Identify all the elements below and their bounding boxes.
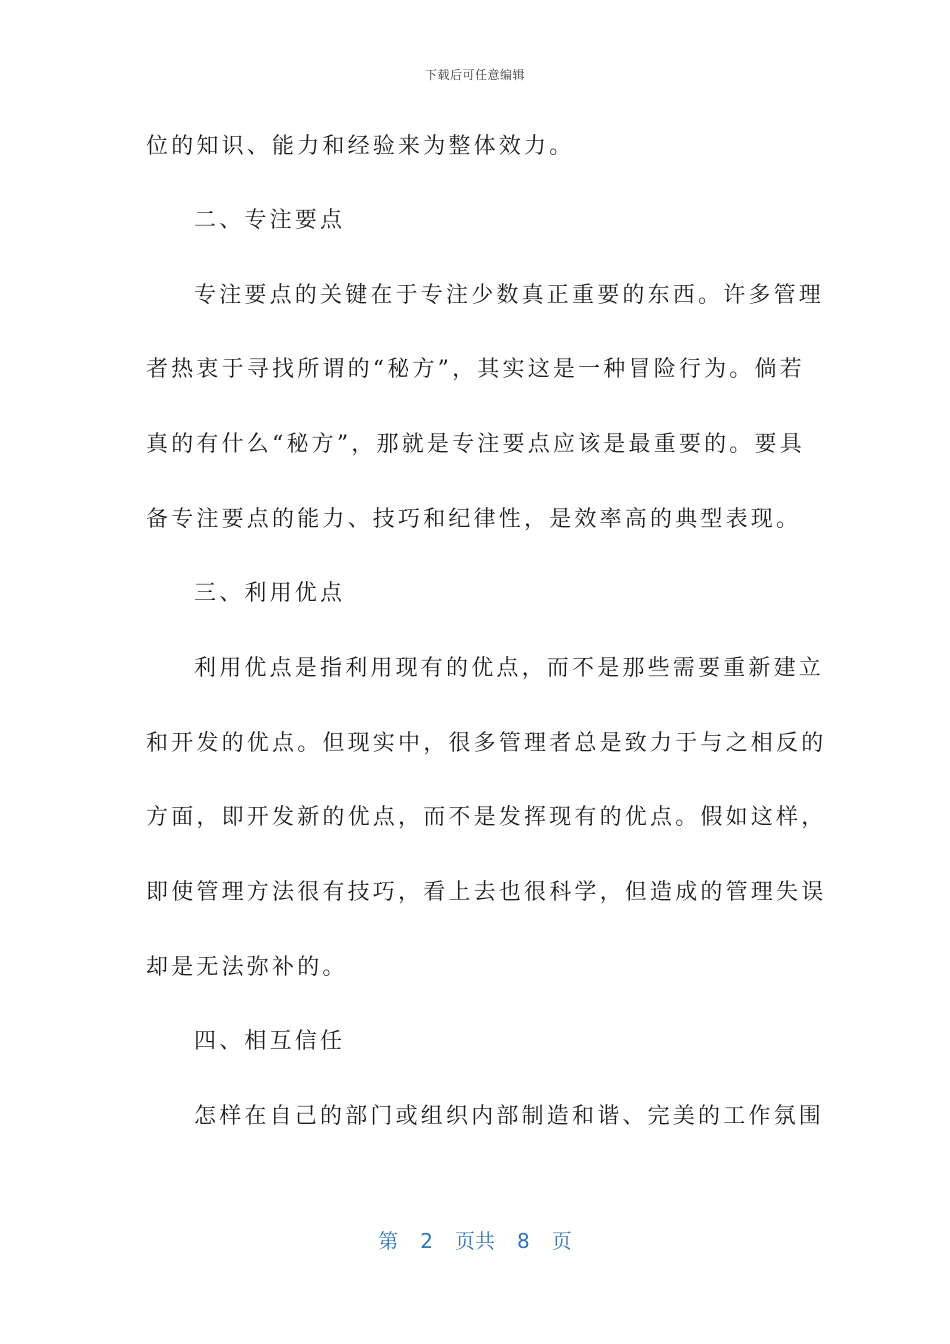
body-line-6: 备专注要点的能力、技巧和纪律性，是效率高的典型表现。 — [146, 507, 802, 532]
footer-prefix: 第 — [378, 1229, 399, 1253]
footer-suffix: 页 — [551, 1229, 572, 1253]
body-line-3: 专注要点的关键在于专注少数真正重要的东西。许多管理 — [194, 283, 825, 308]
footer-current-page: 2 — [420, 1229, 433, 1253]
footer-total-pages: 8 — [517, 1229, 530, 1253]
footer-middle: 页共 — [455, 1229, 495, 1253]
body-line-10: 方面，即开发新的优点，而不是发挥现有的优点。假如这样， — [146, 805, 827, 830]
section-heading-4: 四、相互信任 — [194, 1029, 346, 1054]
section-heading-3: 三、利用优点 — [194, 581, 346, 606]
body-line-9: 和开发的优点。但现实中，很多管理者总是致力于与之相反的 — [146, 731, 827, 756]
page-footer — [0, 1225, 950, 1254]
body-line-5: 真的有什么“秘方”，那就是专注要点应该是最重要的。要具 — [146, 432, 805, 457]
body-line-14: 怎样在自己的部门或组织内部制造和谐、完美的工作氛围 — [194, 1104, 825, 1129]
body-line-1: 位的知识、能力和经验来为整体效力。 — [146, 134, 575, 159]
body-line-12: 却是无法弥补的。 — [146, 955, 348, 980]
body-line-11: 即使管理方法很有技巧，看上去也很科学，但造成的管理失误 — [146, 880, 827, 905]
section-heading-2: 二、专注要点 — [194, 208, 346, 233]
body-line-4: 者热衷于寻找所谓的“秘方”，其实这是一种冒险行为。倘若 — [146, 357, 805, 382]
header-note: 下载后可任意编辑 — [424, 68, 525, 82]
body-line-8: 利用优点是指利用现有的优点，而不是那些需要重新建立 — [194, 656, 825, 681]
